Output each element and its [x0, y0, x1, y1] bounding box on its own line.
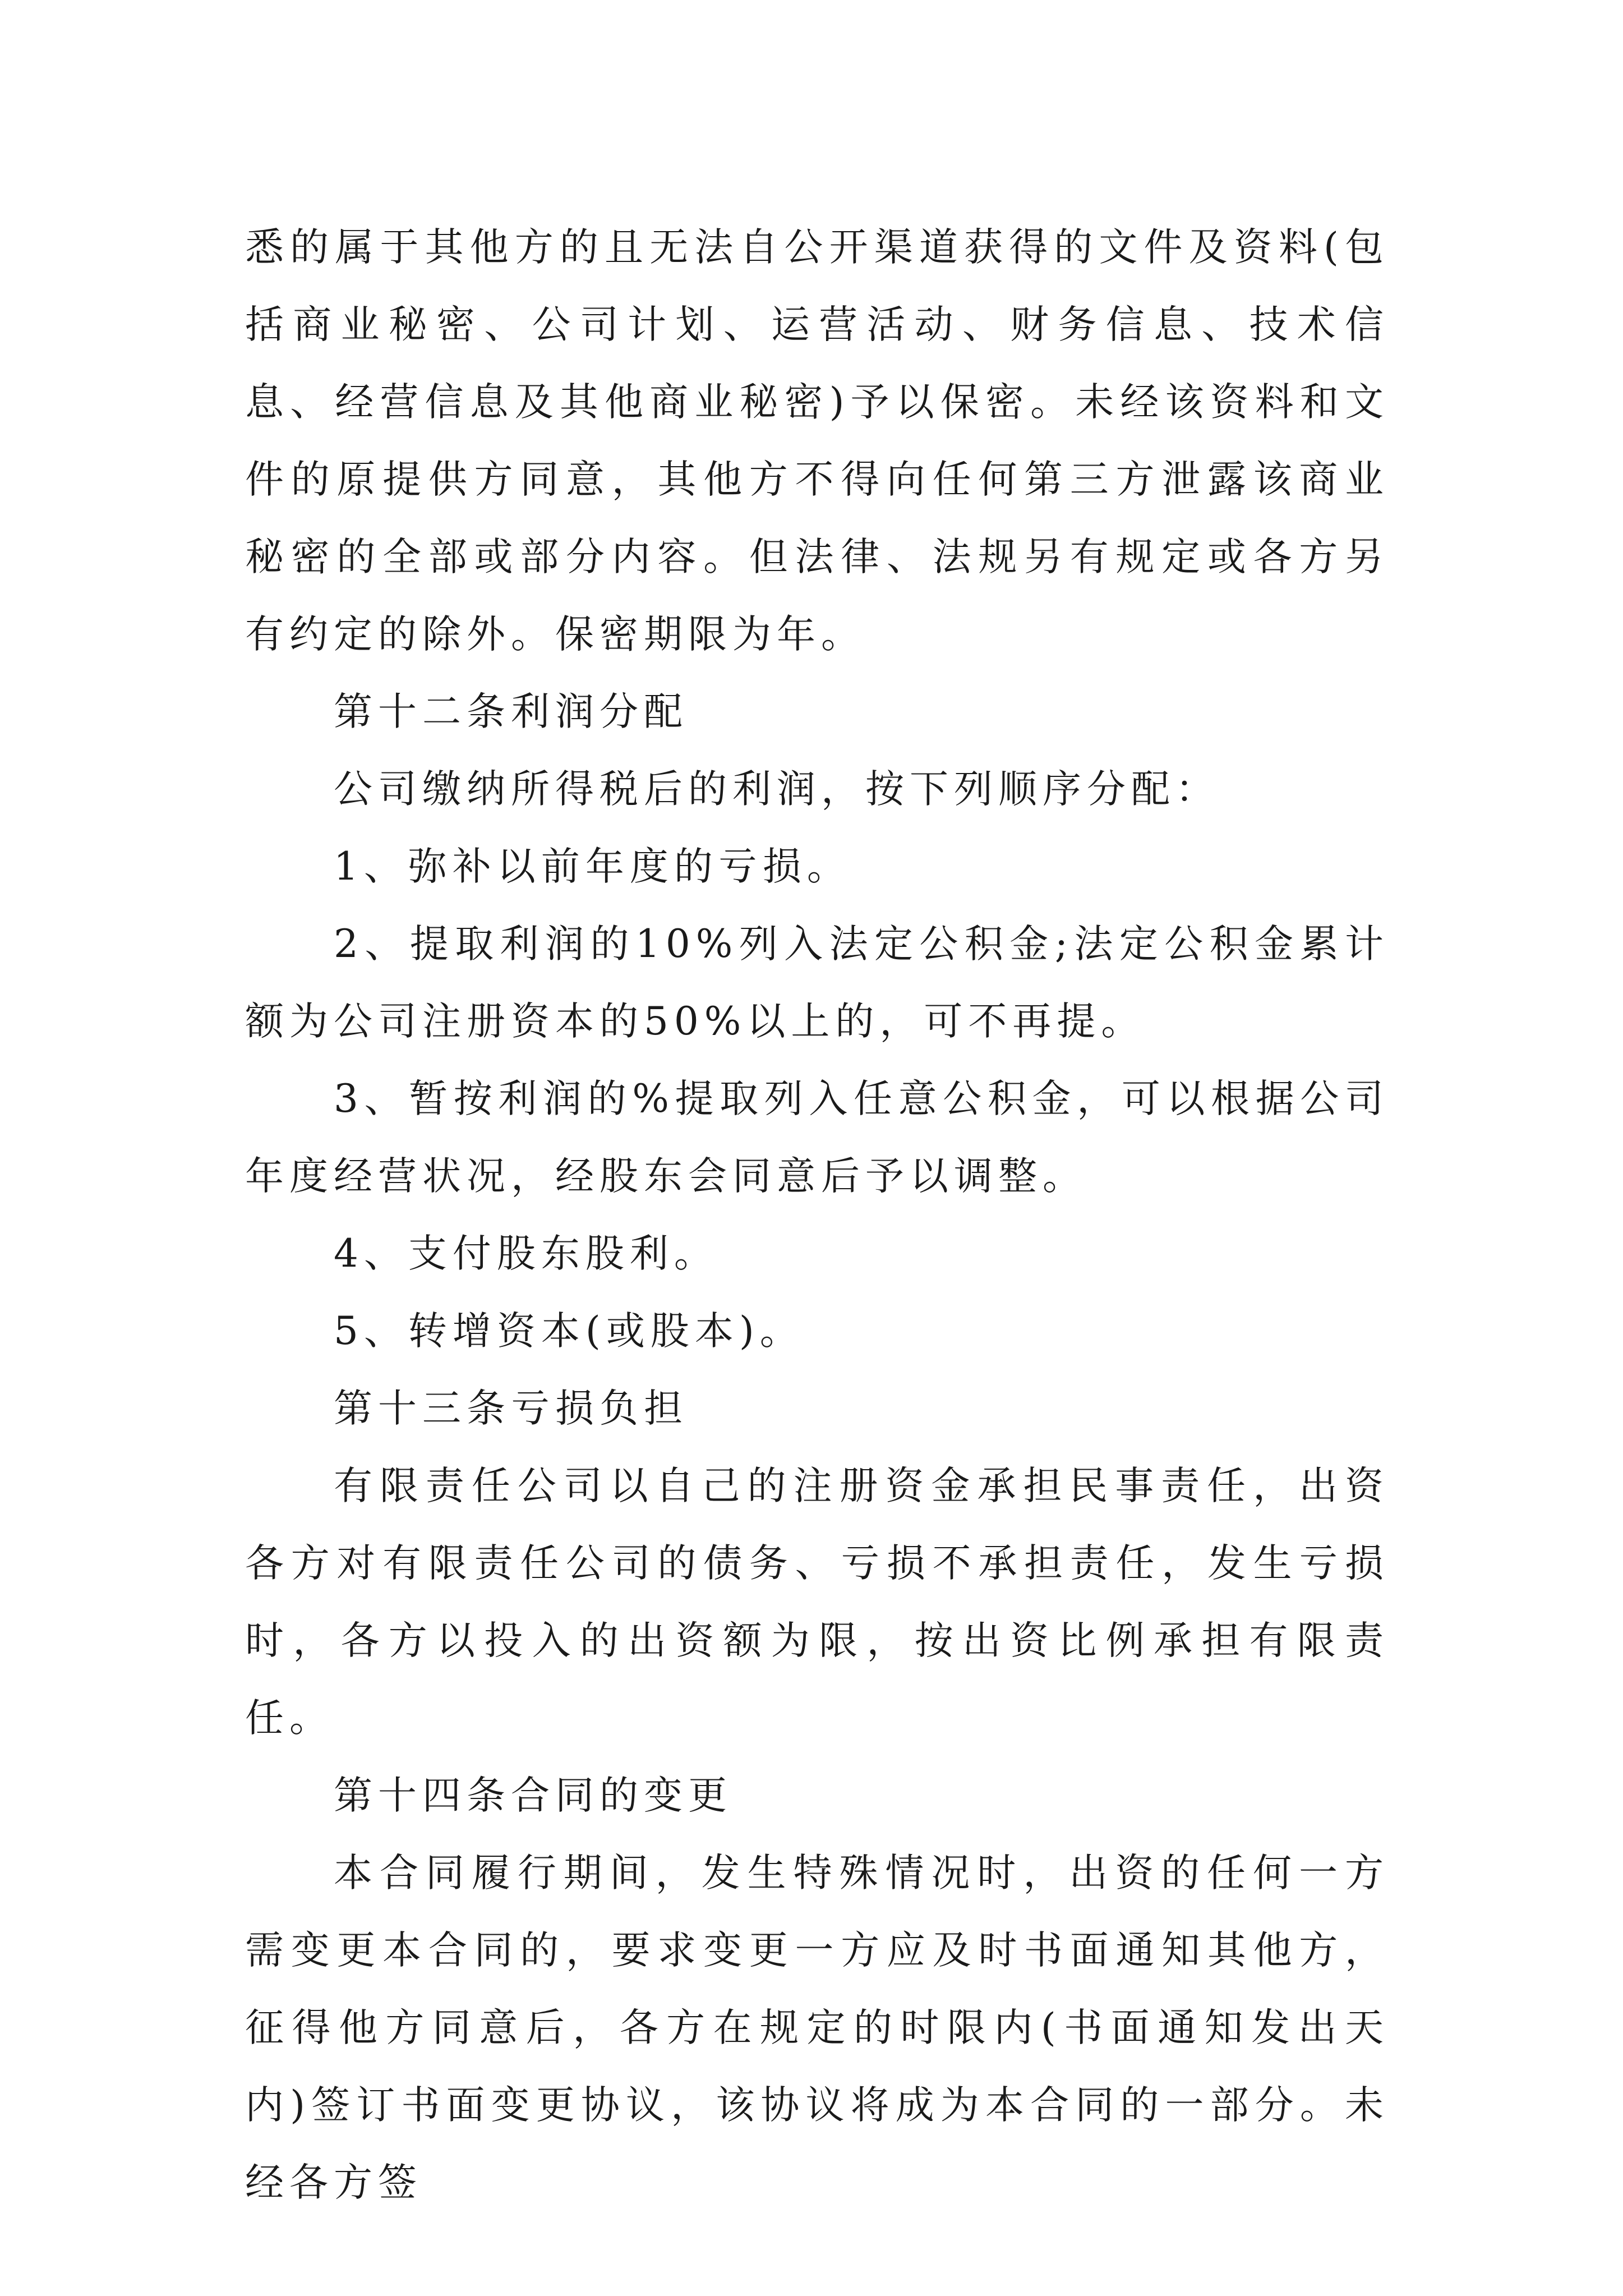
heading-article-13-loss-bearing: 第十三条亏损负担: [334, 1386, 688, 1431]
paragraph-contract-change: 本合同履行期间，发生特殊情况时，出资的任何一方需变更本合同的，要求变更一方应及时书面通知其他方，征得他方同意后，各方在规定的时限内(书面通知发出天内)签订书面变更协议，该协议将成为本合同的一部分。未经各方签: [245, 1851, 1389, 2205]
paragraph-limited-liability: 有限责任公司以自己的注册资金承担民事责任，出资各方对有限责任公司的债务、亏损不承担责任，发生亏损时，各方以投入的出资额为限，按出资比例承担有限责任。: [245, 1464, 1389, 1741]
paragraph-confidentiality-continued: 悉的属于其他方的且无法自公开渠道获得的文件及资料(包括商业秘密、公司计划、运营活动、财务信息、技术信息、经营信息及其他商业秘密)予以保密。未经该资料和文件的原提供方同意，其他方不得向任何第三方泄露该商业秘密的全部或部分内容。但法律、法规另有规定或各方另有约定的除外。保密期限为年。: [245, 225, 1389, 657]
list-item-1: 1、弥补以前年度的亏损。: [334, 844, 851, 889]
list-item-5: 5、转增资本(或股本)。: [334, 1309, 804, 1354]
list-item-3: 3、暂按利润的%提取列入任意公积金，可以根据公司年度经营状况，经股东会同意后予以调整。: [245, 1076, 1389, 1199]
document-body: [245, 209, 1389, 2221]
list-item-4: 4、支付股东股利。: [334, 1231, 718, 1276]
heading-article-12-profit-distribution: 第十二条利润分配: [334, 689, 688, 734]
paragraph-profit-order-intro: 公司缴纳所得税后的利润，按下列顺序分配：: [334, 767, 1220, 812]
list-item-2: 2、提取利润的10%列入法定公积金;法定公积金累计额为公司注册资本的50%以上的，可不再提。: [245, 922, 1389, 1044]
heading-article-14-contract-change: 第十四条合同的变更: [334, 1773, 732, 1818]
